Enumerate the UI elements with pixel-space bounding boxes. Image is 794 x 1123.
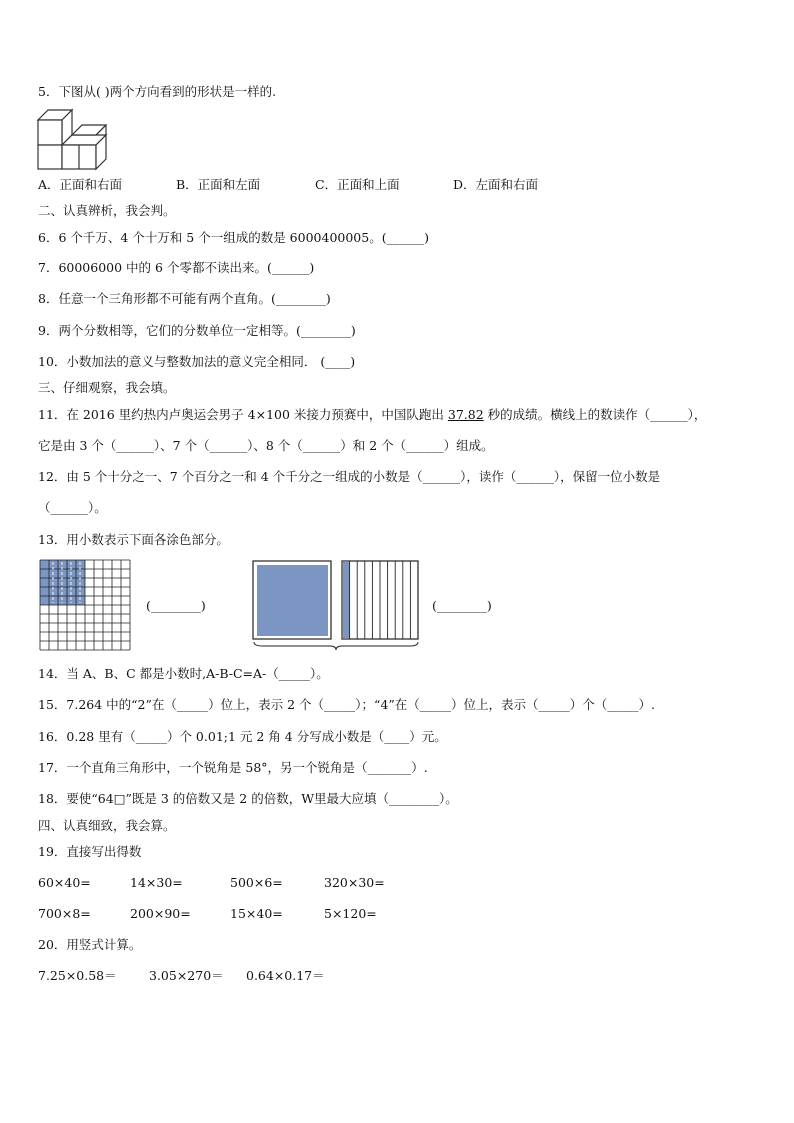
question-11-line2: 它是由 3 个（______）、7 个（______）、8 个（______）和 2 个（______）组成。 [38, 438, 494, 453]
question-7: 7．60006000 中的 6 个零都不读出来。(______) [38, 260, 315, 275]
option-b[interactable]: B．正面和左面 [176, 177, 261, 192]
vertical-calc-item: 7.25×0.58＝ [38, 968, 117, 983]
vertical-calc-item: 0.64×0.17＝ [246, 968, 325, 983]
calc-item: 500×6= [230, 875, 283, 890]
underlined-number: 37.82 [447, 407, 484, 422]
question-20-stem: 20．用竖式计算。 [38, 937, 142, 952]
question-13-blank-2: (________) [432, 598, 492, 613]
question-11-text-after: 秒的成绩。横线上的数读作（______）， [483, 407, 707, 422]
shaded-square [257, 565, 328, 636]
calc-item: 320×30= [324, 875, 385, 890]
shaded-strip [343, 562, 350, 638]
question-9: 9．两个分数相等，它们的分数单位一定相等。(________) [38, 323, 356, 338]
question-15: 15．7.264 中的“2”在（_____）位上，表示 2 个（_____）；“4”在（_____）位上，表示（_____）个（_____）. [38, 697, 656, 712]
brace [254, 642, 418, 650]
question-12-line2: （______）。 [38, 500, 107, 515]
option-c[interactable]: C．正面和上面 [315, 177, 400, 192]
question-17: 17．一个直角三角形中，一个锐角是 58°，另一个锐角是（_______）. [38, 760, 428, 775]
calc-item: 200×90= [130, 906, 191, 921]
calc-item: 14×30= [130, 875, 183, 890]
question-6: 6．6 个千万、4 个十万和 5 个一组成的数是 6000400005。(______) [38, 230, 429, 245]
question-13-blank-1: (________) [146, 598, 206, 613]
question-18: 18．要使“64□”既是 3 的倍数又是 2 的倍数，W里最大应填（________）。 [38, 791, 458, 806]
question-5-stem: 5．下图从( )两个方向看到的形状是一样的. [38, 84, 277, 99]
question-13-stem: 13．用小数表示下面各涂色部分。 [38, 532, 229, 547]
grid-shaded-area [40, 560, 85, 605]
calc-item: 15×40= [230, 906, 283, 921]
question-11-line1 [38, 407, 706, 423]
calc-item: 5×120= [324, 906, 377, 921]
question-19-stem: 19．直接写出得数 [38, 844, 142, 859]
square-and-strips-figure [252, 560, 422, 650]
question-16: 16．0.28 里有（_____）个 0.01;1 元 2 角 4 分写成小数是（____）元。 [38, 729, 447, 744]
question-8: 8．任意一个三角形都不可能有两个直角。(________) [38, 291, 331, 306]
question-12-line1: 12．由 5 个十分之一、7 个百分之一和 4 个千分之一组成的小数是（______），读作（______），保留一位小数是 [38, 469, 661, 484]
calc-item: 700×8= [38, 906, 91, 921]
option-d[interactable]: D．左面和右面 [453, 177, 539, 192]
question-11-text-before: 11．在 2016 里约热内卢奥运会男子 4×100 米接力预赛中，中国队跑出 [38, 407, 448, 422]
section-4-heading: 四、认真细致，我会算。 [38, 818, 176, 833]
vertical-calc-item: 3.05×270＝ [149, 968, 224, 983]
hundred-grid-figure [40, 560, 132, 652]
question-14: 14．当 A、B、C 都是小数时,A-B-C=A-（_____）。 [38, 666, 329, 681]
question-10: 10．小数加法的意义与整数加法的意义完全相同． (____) [38, 354, 356, 369]
option-a[interactable]: A．正面和右面 [38, 177, 123, 192]
calc-item: 60×40= [38, 875, 91, 890]
cube-figure [36, 108, 116, 170]
section-3-heading: 三、仔细观察，我会填。 [38, 380, 176, 395]
section-2-heading: 二、认真辨析，我会判。 [38, 203, 176, 218]
